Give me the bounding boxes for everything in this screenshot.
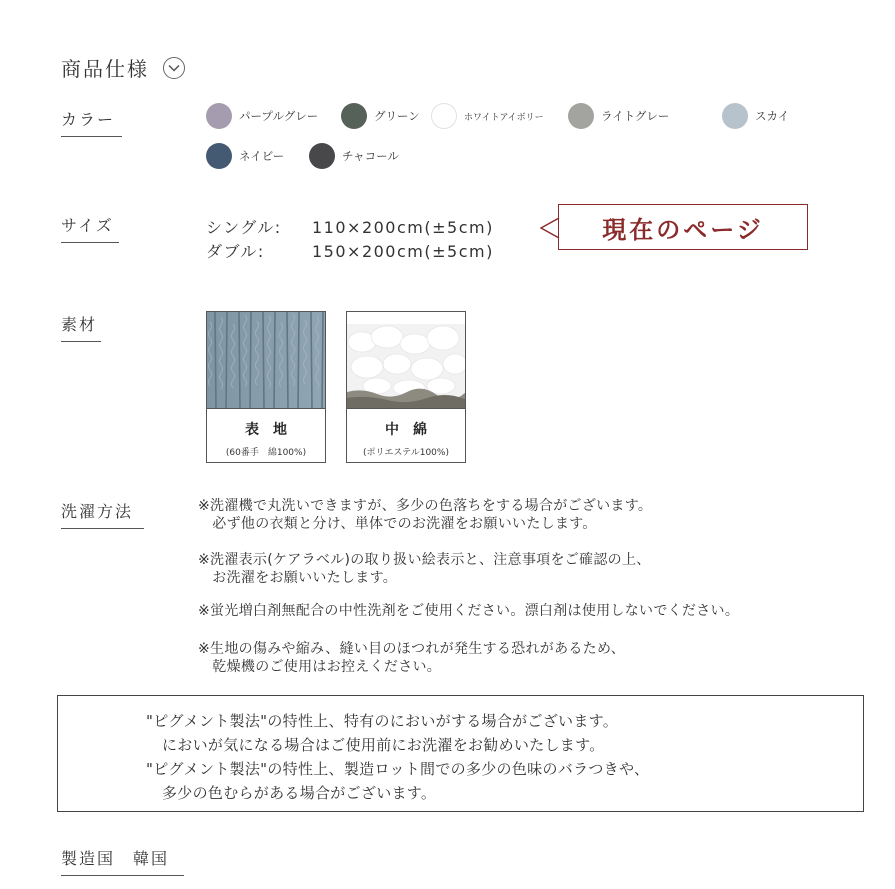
pointer-arrow-icon <box>540 217 560 239</box>
size-row-double <box>206 240 494 263</box>
spec-header[interactable] <box>61 53 185 82</box>
color-swatch-list <box>206 103 826 169</box>
color-section-label: カラー <box>61 107 122 137</box>
material-name: 表地 <box>245 422 301 438</box>
material-card-filling <box>346 311 466 463</box>
color-swatch[interactable] <box>206 103 341 129</box>
size-label: シングル: <box>206 218 282 237</box>
color-dot <box>341 103 367 129</box>
color-dot <box>568 103 594 129</box>
color-label: パープルグレー <box>239 109 319 123</box>
outer-fabric-image <box>207 312 325 409</box>
material-name: 中綿 <box>385 422 441 438</box>
current-page-badge: 現在のページ <box>558 204 808 250</box>
color-dot <box>309 143 335 169</box>
washing-note: ※生地の傷みや縮み、縫い目のほつれが発生する恐れがあるため、 乾燥機のご使用はお控えください。 <box>198 641 626 675</box>
color-label: ネイビー <box>239 149 285 163</box>
color-dot <box>722 103 748 129</box>
notice-line: においが気になる場合はご使用前にお洗濯をお勧めいたします。 <box>162 736 605 754</box>
chevron-down-icon[interactable] <box>163 57 185 79</box>
country-of-manufacture: 製造国 韓国 <box>61 846 184 876</box>
color-dot <box>206 103 232 129</box>
washing-note: ※洗濯表示(ケアラベル)の取り扱い絵表示と、注意事項をご確認の上、 お洗濯をお願いいたします。 <box>198 552 651 586</box>
material-card-outer <box>206 311 326 463</box>
washing-section-label: 洗濯方法 <box>61 499 144 529</box>
size-section-label: サイズ <box>61 213 119 243</box>
color-swatch[interactable] <box>309 143 419 169</box>
current-page-callout <box>540 204 808 250</box>
material-section-label: 素材 <box>61 312 101 342</box>
color-swatch[interactable] <box>431 103 568 129</box>
size-value: 150×200cm(±5cm) <box>312 242 494 261</box>
washing-note: ※洗濯機で丸洗いできますが、多少の色落ちをする場合がございます。 必ず他の衣類と分け、単体でのお洗濯をお願いいたします。 <box>198 498 653 532</box>
color-dot <box>206 143 232 169</box>
color-label: ホワイトアイボリー <box>464 112 544 123</box>
notice-line: "ピグメント製法"の特性上、特有のにおいがする場合がございます。 <box>146 712 619 730</box>
color-label: スカイ <box>755 109 790 123</box>
material-detail: (ポリエステル100%) <box>363 448 449 458</box>
color-swatch[interactable] <box>568 103 722 129</box>
washing-note: ※蛍光増白剤無配合の中性洗剤をご使用ください。漂白剤は使用しないでください。 <box>198 603 740 619</box>
color-label: ライトグレー <box>601 109 670 123</box>
color-swatch[interactable] <box>341 103 431 129</box>
notice-line: "ピグメント製法"の特性上、製造ロット間での多少の色味のバラつきや、 <box>146 760 650 778</box>
color-swatch[interactable] <box>722 103 812 129</box>
color-label: チャコール <box>342 149 399 163</box>
size-label: ダブル: <box>206 242 265 261</box>
pigment-notice-box <box>57 695 864 812</box>
color-label: グリーン <box>374 109 420 123</box>
color-swatch[interactable] <box>206 143 309 169</box>
material-detail: (60番手 綿100%) <box>225 448 307 458</box>
notice-line: 多少の色むらがある場合がございます。 <box>162 784 437 802</box>
filling-image <box>347 312 465 409</box>
size-row-single <box>206 216 494 239</box>
page-title: 商品仕様 <box>61 57 149 81</box>
color-dot <box>431 103 457 129</box>
size-value: 110×200cm(±5cm) <box>312 218 494 237</box>
